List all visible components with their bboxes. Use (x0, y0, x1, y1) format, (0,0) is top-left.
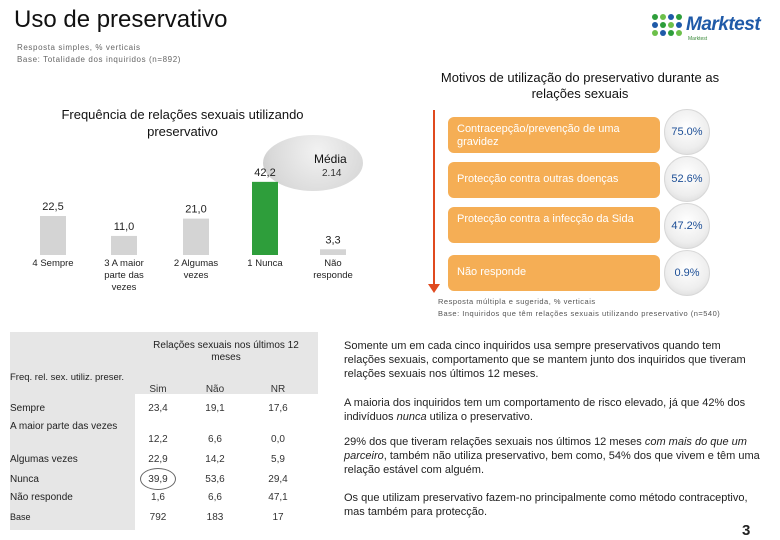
table-row-label: Base (10, 512, 31, 522)
table-col-header: Sim (149, 384, 167, 395)
table-cell: 792 (149, 512, 167, 523)
table-cell: 17,6 (268, 403, 288, 414)
table-group-header: Relações sexuais nos últimos 12 meses (153, 340, 299, 363)
base-note-line2: Base: Totalidade dos inquiridos (n=892) (17, 55, 182, 64)
bar-value-label: 3,3 (325, 234, 341, 247)
bar-category-label: Não responde (313, 258, 353, 281)
table-cell: 47,1 (268, 492, 288, 503)
table-cell: 14,2 (205, 454, 225, 465)
table-row-label: Algumas vezes (10, 454, 78, 465)
table-cell: 19,1 (205, 403, 225, 414)
bar-1 (111, 236, 137, 255)
motivo-value-sida: 47.2% (664, 203, 710, 249)
paragraph-2 (344, 396, 762, 424)
table-cell: 53,6 (205, 474, 225, 485)
motivos-note-line2: Base: Inquiridos que têm relações sexuais utilizando preservativo (n=540) (438, 309, 721, 318)
motivo-item-sida: Protecção contra a infecção da Sida (448, 207, 660, 243)
base-note-line1: Resposta simples, % verticais (17, 43, 141, 52)
table-cell: 6,6 (208, 492, 222, 503)
paragraph-3 (344, 435, 762, 477)
bar-value-label: 21,0 (185, 203, 207, 216)
bar-category-label: 2 Algumas vezes (173, 258, 219, 281)
mean-value: 2.14 (322, 168, 342, 179)
bar-3 (252, 182, 278, 255)
table-cell: 39,9 (148, 474, 168, 485)
table-col-header: NR (270, 384, 286, 395)
table-cell: 0,0 (271, 434, 285, 445)
motivo-item-contracepcao: Contracepção/prevenção de uma gravidez (448, 117, 660, 153)
bar-4 (320, 249, 346, 255)
motivo-item-nao-responde: Não responde (448, 255, 660, 291)
table-cell: 183 (206, 512, 224, 523)
bar-value-label: 42,2 (254, 166, 276, 179)
paragraph-2-text: A maioria dos inquiridos tem um comportamento de risco elevado, já que 42% dos indivíduos (344, 397, 746, 423)
paragraph-3-text: 29% dos que tiveram relações sexuais nos últimos 12 meses (344, 436, 645, 448)
logo-tagline: Marktest (688, 36, 708, 42)
paragraph-2-text-end: utiliza o preservativo. (426, 411, 533, 423)
logo-wordmark: Marktest (686, 14, 761, 35)
ranking-arrow-line (433, 110, 435, 288)
bar-value-label: 22,5 (42, 201, 64, 213)
paragraph-2-emphasis: nunca (396, 411, 427, 423)
paragraph-3-text-end: , também não utiliza preservativo, bem como, 54% dos que vivem e têm uma relação estável com alguém. (344, 450, 760, 476)
motivo-value-nao-responde: 0.9% (664, 250, 710, 296)
table-cell: 17 (272, 512, 284, 523)
table-row-label: Nunca (10, 474, 39, 485)
bar-0 (40, 216, 66, 255)
bar-category-label: 4 Sempre (32, 258, 74, 269)
table-cell: 6,6 (208, 434, 222, 445)
table-row-header: Freq. rel. sex. utiliz. preser. (10, 372, 125, 383)
ranking-arrow-head-icon (428, 284, 440, 293)
bar-2 (183, 219, 209, 255)
table-row-label: A maior parte das vezes (10, 421, 118, 432)
motivos-chart-title: Motivos de utilização do preservativo durante as relações sexuais (440, 70, 720, 101)
table-cell: 1,6 (151, 492, 165, 503)
table-row-label: Sempre (10, 403, 46, 414)
table-col-header: Não (205, 384, 225, 395)
table-row-label: Não responde (10, 492, 73, 503)
table-cell: 22,9 (148, 454, 168, 465)
motivos-note-line1: Resposta múltipla e sugerida, % verticais (438, 297, 596, 306)
table-cell: 29,4 (268, 474, 288, 485)
page-title: Uso de preservativo (14, 6, 228, 33)
paragraph-4: Os que utilizam preservativo fazem-no principalmente como método contraceptivo, mas também para protecção. (344, 492, 748, 518)
crosstab-table (10, 332, 318, 530)
page-number: 3 (742, 522, 751, 539)
paragraph-1: Somente um em cada cinco inquiridos usa sempre preservativos quando tem relações sexuais, comportamento que se mantem junto dos inquiridos que tiveram relações sexuais nos últimos 12 meses. (344, 340, 746, 380)
bar-value-label: 11,0 (113, 220, 135, 233)
frequency-chart-title: Frequência de relações sexuais utilizando preservativo (61, 107, 304, 139)
table-cell: 12,2 (148, 434, 168, 445)
marktest-logo (652, 12, 770, 46)
table-cell: 5,9 (271, 454, 285, 465)
motivo-value-outras-doencas: 52.6% (664, 156, 710, 202)
bar-category-label: 1 Nunca (247, 258, 283, 269)
mean-label: Média (314, 152, 347, 166)
motivo-value-contracepcao: 75.0% (664, 109, 710, 155)
bar-category-label: 3 A maior parte das vezes (104, 258, 144, 293)
paragraph-3-emphasis: com mais do que um parceiro (344, 436, 747, 462)
motivo-item-outras-doencas: Protecção contra outras doenças (448, 162, 660, 198)
table-cell: 23,4 (148, 403, 168, 414)
